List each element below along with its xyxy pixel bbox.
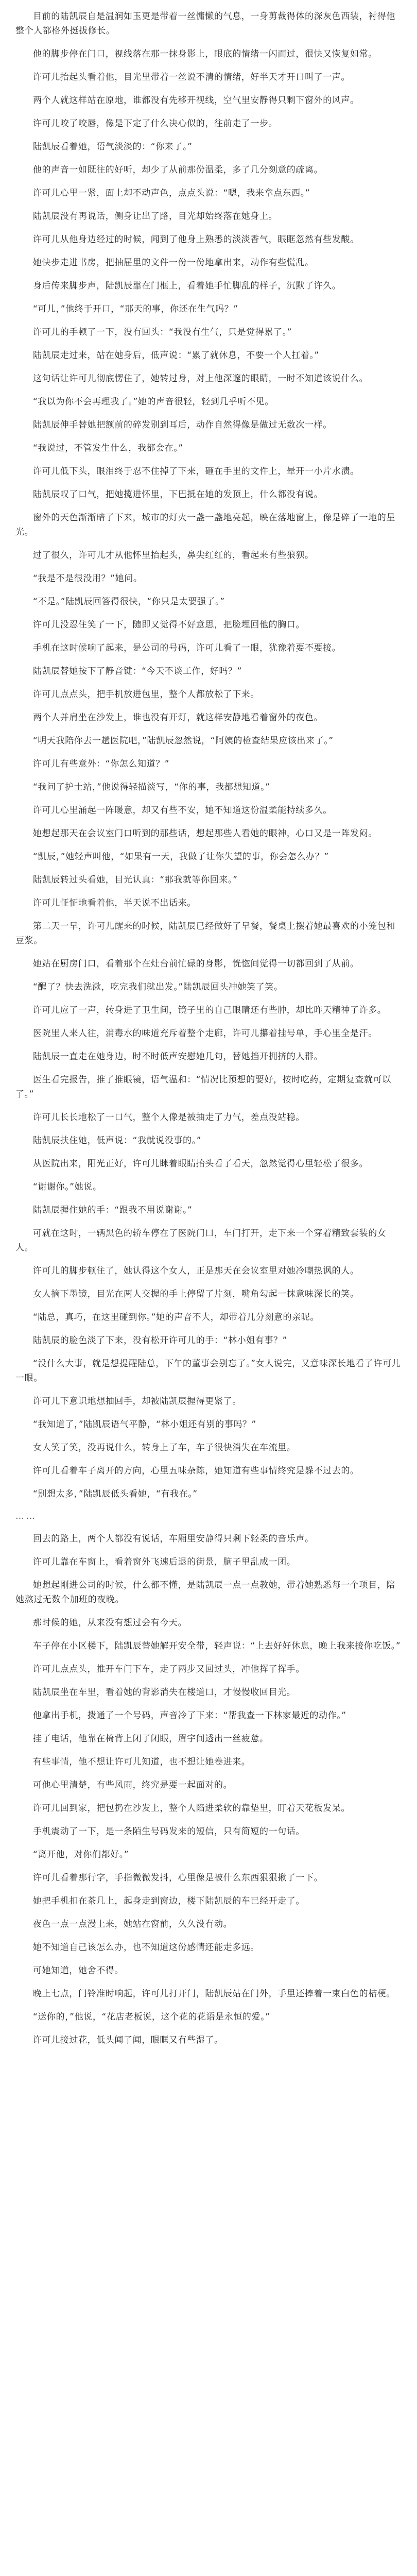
- paragraph: 那时候的她，从来没有想过会有今天。: [33, 1618, 187, 1628]
- paragraph: “我知道了，”陆凯辰语气平静，“林小姐还有别的事吗？”: [33, 1419, 256, 1430]
- paragraph: 许可儿看着车子离开的方向，心里五味杂陈，她知道有些事情终究是躲不过去的。: [33, 1466, 359, 1476]
- paragraph: “我问了护士站，”他说得轻描淡写，“你的事，我都想知道。”: [33, 782, 270, 792]
- paragraph: “陆总，真巧，在这里碰到你。”她的声音不大，却带着几分刻意的亲昵。: [33, 1312, 319, 1323]
- paragraph: 许可儿接过花，低头闻了闻，眼眶又有些湿了。: [33, 2035, 223, 2045]
- paragraph: “我以为你不会再理我了。”她的声音很轻，轻到几乎听不见。: [33, 397, 274, 407]
- paragraph: 他拿出手机，拨通了一个号码，声音冷了下来：“帮我查一下林家最近的动作。”: [33, 1710, 346, 1721]
- paragraph: 许可儿低下头，眼泪终于忍不住掉了下来，砸在手里的文件上，晕开一小片水渍。: [33, 466, 359, 477]
- paragraph: 可就在这时，一辆黑色的轿车停在了医院门口，车门打开，走下来一个穿着精致套装的女人。: [15, 1228, 387, 1253]
- paragraph: 可他心里清楚，有些风雨，终究是要一起面对的。: [33, 1780, 233, 1790]
- paragraph: 陆凯辰坐在车里，看着她的背影消失在楼道口，才慢慢收回目光。: [33, 1687, 296, 1698]
- paragraph: 回去的路上，两个人都没有说话，车厢里安静得只剩下轻柔的音乐声。: [33, 1534, 314, 1544]
- paragraph: 陆凯辰一直走在她身边，时不时低声安慰她几句，替她挡开拥挤的人群。: [33, 1052, 323, 1062]
- paragraph: 陆凯辰叹了口气，把她揽进怀里，下巴抵在她的发顶上，什么都没有说。: [33, 489, 323, 500]
- paragraph: 女人摘下墨镜，目光在两人交握的手上停留了片刻，嘴角勾起一抹意味深长的笑。: [33, 1289, 359, 1299]
- paragraph: 许可儿回到家，把包扔在沙发上，整个人陷进柔软的靠垫里，盯着天花板发呆。: [33, 1803, 350, 1814]
- paragraph: “谢谢你。”她说。: [33, 1182, 102, 1192]
- paragraph: 陆凯辰走过来，站在她身后，低声说：“累了就休息，不要一个人扛着。”: [33, 350, 319, 361]
- paragraph: 第二天一早，许可儿醒来的时候，陆凯辰已经做好了早餐，餐桌上摆着她最喜欢的小笼包和豆浆。: [15, 921, 395, 946]
- paragraph: 许可儿没忍住笑了一下，随即又觉得不好意思，把脸埋回他的胸口。: [33, 620, 305, 630]
- paragraph: 许可儿咬了咬唇，像是下定了什么决心似的，往前走了一步。: [33, 118, 278, 129]
- paragraph: “我是不是很没用？”她问。: [33, 573, 143, 584]
- paragraph: 她快步走进书房，把抽屉里的文件一份一份地拿出来，动作有些慌乱。: [33, 258, 314, 268]
- paragraph: 医生看完报告，推了推眼镜，语气温和：“情况比预想的要好，按时吃药，定期复查就可以了。”: [15, 1075, 391, 1099]
- paragraph: 许可儿的脚步顿住了，她认得这个女人，正是那天在会议室里对她冷嘲热讽的人。: [33, 1266, 359, 1276]
- paragraph: 她不知道自己该怎么办，也不知道这份感情还能走多远。: [33, 1942, 259, 1953]
- paragraph: 陆凯辰转过头看她，目光认真：“那我就等你回来。”: [33, 875, 238, 885]
- paragraph: 陆凯辰扶住她，低声说：“我就说没事的。”: [33, 1136, 202, 1146]
- article-body-continued: [15, 1226, 402, 1501]
- paragraph: 挂了电话，他靠在椅背上闭了闭眼，眉宇间透出一丝疲惫。: [33, 1734, 269, 1744]
- article-body: [15, 9, 402, 1217]
- paragraph: 她把手机扣在茶几上，起身走到窗边，楼下陆凯辰的车已经开走了。: [33, 1896, 305, 1906]
- paragraph: 她站在厨房门口，看着那个在灶台前忙碌的身影，恍惚间觉得一切都回到了从前。: [33, 959, 359, 969]
- paragraph: 许可儿长长地松了一口气，整个人像是被抽走了力气，差点没站稳。: [33, 1112, 305, 1123]
- article-body-final: [15, 1532, 402, 2047]
- paragraph: 陆凯辰伸手替她把额前的碎发别到耳后，动作自然得像是做过无数次一样。: [33, 420, 332, 430]
- section-break-ellipsis: ……: [15, 1511, 37, 1521]
- paragraph: 许可儿心里一紧，面上却不动声色，点点头说：“嗯，我来拿点东西。”: [33, 188, 310, 198]
- paragraph: 许可儿怔怔地看着他，半天说不出话来。: [33, 898, 196, 908]
- paragraph: 许可儿看着那行字，手指微微发抖，心里像是被什么东西狠狠揪了一下。: [33, 1873, 323, 1883]
- paragraph: “醒了？快去洗漱，吃完我们就出发。”陆凯辰回头冲她笑了笑。: [33, 982, 283, 992]
- paragraph: 目前的陆凯辰自是温润如玉更是带着一丝慵懒的气息，一身剪裁得体的深灰色西装，衬得他整个人都格外挺拔修长。: [15, 11, 395, 36]
- paragraph: 医院里人来人往，消毒水的味道充斥着整个走廊，许可儿攥着挂号单，手心里全是汗。: [33, 1028, 377, 1039]
- paragraph: 从医院出来，阳光正好，许可儿眯着眼睛抬头看了看天，忽然觉得心里轻松了很多。: [33, 1159, 369, 1169]
- paragraph: “凯辰，”她轻声叫他，“如果有一天，我做了让你失望的事，你会怎么办？”: [33, 852, 329, 862]
- paragraph: “别想太多，”陆凯辰低头看她，“有我在。”: [33, 1489, 198, 1499]
- paragraph: 许可儿应了一声，转身进了卫生间，镜子里的自己眼睛还有些肿，却比昨天精神了许多。: [33, 1005, 387, 1015]
- paragraph: 手机在这时候响了起来，是公司的号码，许可儿看了一眼，犹豫着要不要接。: [33, 643, 341, 653]
- paragraph: 陆凯辰的脸色淡了下来，没有松开许可儿的手：“林小姐有事？”: [33, 1335, 288, 1346]
- paragraph: “送你的，”他说，“花店老板说，这个花的花语是永恒的爱。”: [33, 2012, 270, 2022]
- paragraph: 她想起那天在会议室门口听到的那些话，想起那些人看她的眼神，心口又是一阵发闷。: [33, 828, 377, 839]
- paragraph: 这句话让许可儿彻底愣住了，她转过身，对上他深邃的眼睛，一时不知道该说什么。: [33, 374, 369, 384]
- paragraph: 许可儿从他身边经过的时候，闻到了他身上熟悉的淡淡香气，眼眶忽然有些发酸。: [33, 234, 359, 245]
- paragraph: 晚上七点，门铃准时响起，许可儿打开门，陆凯辰站在门外，手里还捧着一束白色的桔梗。: [33, 1989, 395, 1999]
- paragraph: “不是。”陆凯辰回答得很快，“你只是太要强了。”: [33, 597, 225, 607]
- paragraph: 有些事情，他不想让许可儿知道，也不想让她卷进来。: [33, 1757, 251, 1767]
- paragraph: 两个人并肩坐在沙发上，谁也没有开灯，就这样安静地看着窗外的夜色。: [33, 713, 323, 723]
- paragraph: 身后传来脚步声，陆凯辰靠在门框上，看着她手忙脚乱的样子，沉默了许久。: [33, 281, 341, 291]
- paragraph: “可儿，”他终于开口，“那天的事，你还在生气吗？”: [33, 304, 238, 314]
- paragraph: 许可儿抬起头看着他，目光里带着一丝说不清的情绪，好半天才开口叫了一声。: [33, 72, 350, 82]
- paragraph: “离开他，对你们都好。”: [33, 1850, 129, 1860]
- paragraph: 陆凯辰看着她，语气淡淡的：“你来了。”: [33, 142, 193, 152]
- paragraph: 许可儿点点头，把手机放进包里，整个人都放松了下来。: [33, 689, 259, 700]
- paragraph: 许可儿有些意外：“你怎么知道？”: [33, 759, 170, 769]
- paragraph: “没什么大事，就是想提醒陆总，下午的董事会别忘了。”女人说完，又意味深长地看了许可儿一眼。: [15, 1359, 401, 1383]
- paragraph: 许可儿靠在车窗上，看着窗外飞速后退的街景，脑子里乱成一团。: [33, 1557, 296, 1567]
- paragraph: 许可儿下意识地想抽回手，却被陆凯辰握得更紧了。: [33, 1396, 241, 1406]
- paragraph: 夜色一点一点漫上来，她站在窗前，久久没有动。: [33, 1919, 233, 1929]
- paragraph: 陆凯辰握住她的手：“跟我不用说谢谢。”: [33, 1205, 193, 1215]
- paragraph: 女人笑了笑，没再说什么，转身上了车，车子很快消失在车流里。: [33, 1443, 296, 1453]
- paragraph: 过了很久，许可儿才从他怀里抬起头，鼻尖红红的，看起来有些狼狈。: [33, 550, 314, 561]
- paragraph: 许可儿心里涌起一阵暖意，却又有些不安，她不知道这份温柔能持续多久。: [33, 805, 332, 816]
- paragraph: 她想起刚进公司的时候，什么都不懂，是陆凯辰一点一点教她，带着她熟悉每一个项目，陪她熬过无数个加班的夜晚。: [15, 1580, 395, 1605]
- paragraph: 陆凯辰替她按下了静音键：“今天不谈工作，好吗？”: [33, 666, 242, 676]
- paragraph: 许可儿的手顿了一下，没有回头：“我没有生气，只是觉得累了。”: [33, 327, 292, 337]
- paragraph: “明天我陪你去一趟医院吧，”陆凯辰忽然说，“阿姨的检查结果应该出来了。”: [33, 736, 334, 746]
- paragraph: 他的声音一如既往的好听，却少了从前那份温柔，多了几分刻意的疏离。: [33, 165, 323, 175]
- paragraph: “我说过，不管发生什么，我都会在。”: [33, 443, 183, 453]
- paragraph: 他的脚步停在门口，视线落在那一抹身影上，眼底的情绪一闪而过，很快又恢复如常。: [33, 49, 377, 59]
- paragraph: 可她知道，她舍不得。: [33, 1965, 124, 1976]
- paragraph: 两个人就这样站在原地，谁都没有先移开视线，空气里安静得只剩下窗外的风声。: [33, 95, 359, 106]
- paragraph: 许可儿点点头，推开车门下车，走了两步又回过头，冲他挥了挥手。: [33, 1664, 305, 1674]
- paragraph: 窗外的天色渐渐暗了下来，城市的灯火一盏一盏地亮起，映在落地窗上，像是碎了一地的星光。: [15, 513, 395, 537]
- paragraph: 车子停在小区楼下，陆凯辰替她解开安全带，轻声说：“上去好好休息，晚上我来接你吃饭。”: [33, 1641, 401, 1651]
- paragraph: 手机震动了一下，是一条陌生号码发来的短信，只有简短的一句话。: [33, 1826, 305, 1837]
- paragraph: 陆凯辰没有再说话，侧身让出了路，目光却始终落在她身上。: [33, 211, 278, 222]
